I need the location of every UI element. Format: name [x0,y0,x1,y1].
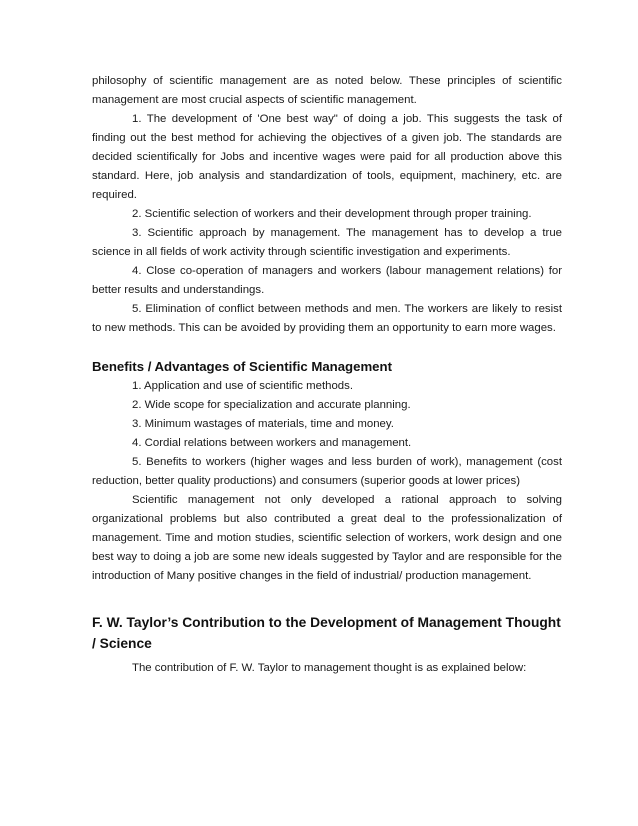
principle-1: 1. The development of 'One best way" of doing a job. This suggests the task of finding out the best method for achieving the objectives of a given job. The standards are decided scientifically for Jobs and incentive wages were paid for all production above this standard. Here, job analysis and standardization of tools, equipment, machinery, etc. are required. [92,113,562,201]
principle-3: 3. Scientific approach by management. The management has to develop a true science in all fields of work activity through scientific investigation and experiments. [92,227,562,258]
taylor-intro: The contribution of F. W. Taylor to management thought is as explained below: [132,662,527,674]
taylor-heading: F. W. Taylor’s Contribution to the Development of Management Thought / Science [92,615,561,651]
principle-5: 5. Elimination of conflict between methods and men. The workers are likely to resist to new methods. This can be avoided by providing them an opportunity to earn more wages. [92,303,562,334]
benefit-2: 2. Wide scope for specialization and accurate planning. [132,399,411,411]
benefit-4: 4. Cordial relations between workers and management. [132,437,412,449]
benefit-3: 3. Minimum wastages of materials, time and money. [132,418,394,430]
benefits-heading: Benefits / Advantages of Scientific Management [92,359,392,374]
benefit-1: 1. Application and use of scientific methods. [132,380,353,392]
benefit-5: 5. Benefits to workers (higher wages and less burden of work), management (cost reduction, better quality productions) and consumers (superior goods at lower prices) [92,456,562,487]
benefits-summary: Scientific management not only developed a rational approach to solving organizational problems but also contributed a great deal to the professionalization of management. Time and motion studies, scientific selection of workers, work design and one best way to doing a job are some new ideals suggested by Taylor and are responsible for the introduction of Many positive changes in the field of industrial/ production management. [92,494,562,582]
principle-2: 2. Scientific selection of workers and their development through proper training. [132,208,532,220]
intro-paragraph: philosophy of scientific management are as noted below. These principles of scientific management are most crucial aspects of scientific management. [92,75,562,106]
principle-4: 4. Close co-operation of managers and workers (labour management relations) for better results and understandings. [92,265,562,296]
